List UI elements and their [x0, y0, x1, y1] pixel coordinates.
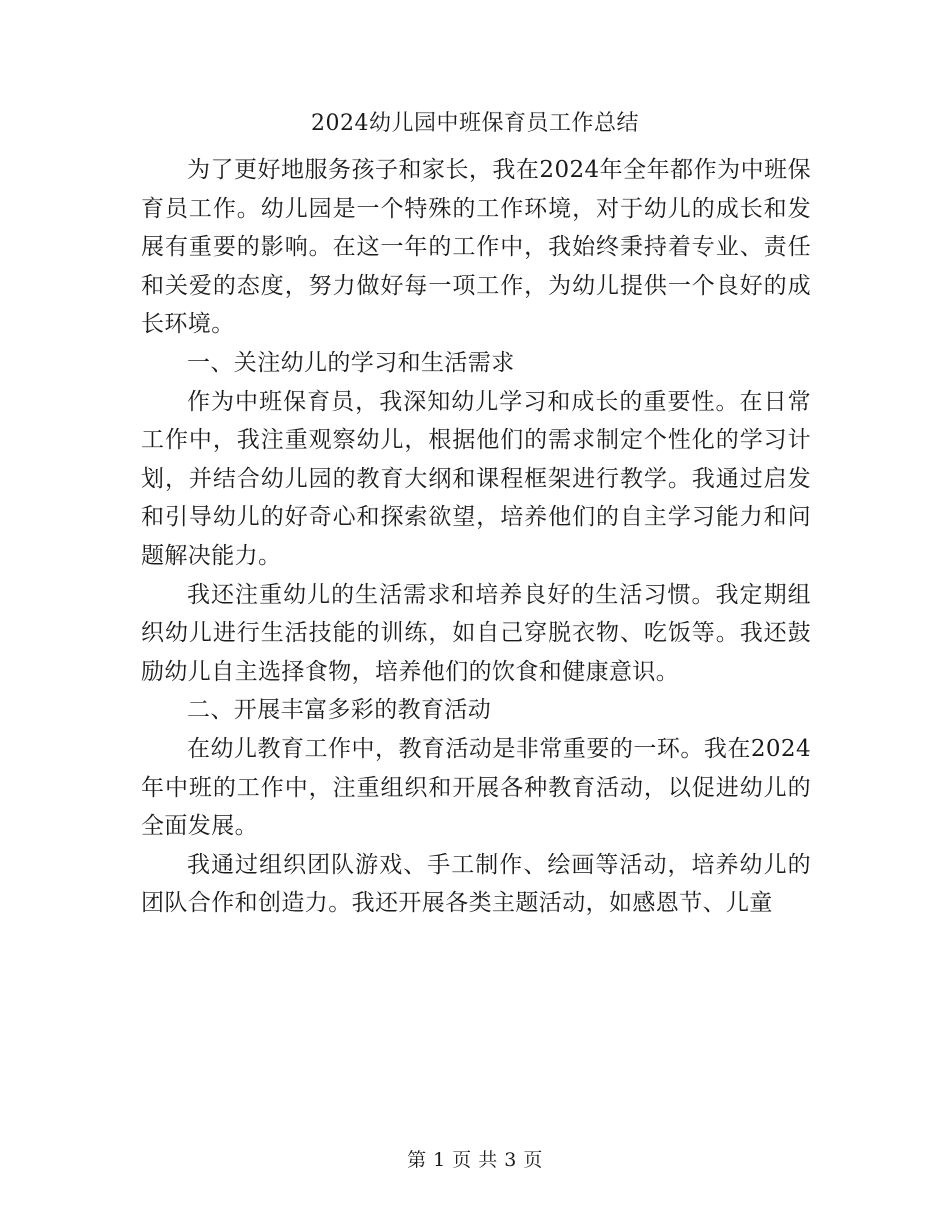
paragraph-living-habits: 我还注重幼儿的生活需求和培养良好的生活习惯。我定期组织幼儿进行生活技能的训练，如自己穿脱衣物、吃饭等。我还鼓励幼儿自主选择食物，培养他们的饮食和健康意识。 [141, 581, 811, 685]
paragraph-team-activities: 我通过组织团队游戏、手工制作、绘画等活动，培养幼儿的团队合作和创造力。我还开展各类主题活动，如感恩节、儿童 [141, 851, 811, 917]
section-heading-2: 二、开展丰富多彩的教育活动 [187, 697, 492, 724]
paragraph-education-activities: 在幼儿教育工作中，教育活动是非常重要的一环。我在2024年中班的工作中，注重组织和开展各种教育活动，以促进幼儿的全面发展。 [141, 735, 811, 840]
paragraph-intro: 为了更好地服务孩子和家长，我在2024年全年都作为中班保育员工作。幼儿园是一个特殊的工作环境，对于幼儿的成长和发展有重要的影响。在这一年的工作中，我始终秉持着专业、责任和关爱的态度，努力做好每一项工作，为幼儿提供一个良好的成长环境。 [141, 157, 811, 338]
section-heading-1: 一、关注幼儿的学习和生活需求 [187, 349, 515, 376]
document-body [141, 151, 811, 923]
document-title: 2024幼儿园中班保育员工作总结 [311, 111, 639, 136]
paragraph-learning-needs: 作为中班保育员，我深知幼儿学习和成长的重要性。在日常工作中，我注重观察幼儿，根据他们的需求制定个性化的学习计划，并结合幼儿园的教育大纲和课程框架进行教学。我通过启发和引导幼儿的好奇心和探索欲望，培养他们的自主学习能力和问题解决能力。 [141, 388, 811, 569]
page-number-footer: 第 1 页 共 3 页 [407, 1149, 543, 1171]
